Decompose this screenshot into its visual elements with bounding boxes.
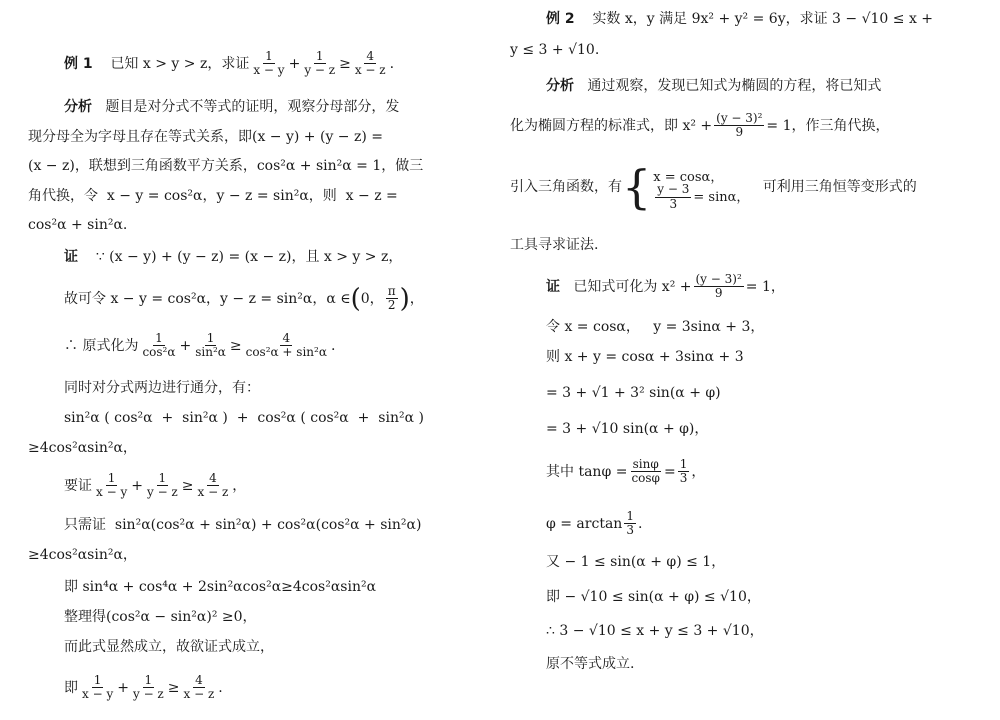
analysis-line-1 xyxy=(64,100,399,114)
proof-label: 证 xyxy=(64,249,78,265)
proof2-line-9: 即 − √10 ≤ sin(α + φ) ≤ √10， xyxy=(546,589,761,605)
analysis-line-5: cos²α + sin²α. xyxy=(28,217,128,233)
fraction: $\frac{1}{x - y}$ xyxy=(82,673,114,702)
example-2-label: 例 2 xyxy=(546,11,575,27)
ex1-prove-text: ，求证 xyxy=(207,55,250,72)
proof2-line-3: 则 x + y = cosα + 3sinα + 3 xyxy=(546,349,744,365)
proof2-line-4: = 3 + √1 + 3² sin(α + φ) xyxy=(546,385,721,401)
analysis-line-4: 角代换，令 x − y = cos²α，y − z = sin²α，则 x − z = xyxy=(28,188,398,204)
fraction: $\frac{\sin\varphi}{\cos\varphi}$ xyxy=(631,457,660,486)
proof-line-12: 而此式显然成立，故欲证式成立， xyxy=(64,639,274,655)
proof-line-11: 整理得(cos²α − sin²α)² ≥0， xyxy=(64,609,257,625)
ex1-condition: x > y > z xyxy=(142,55,208,72)
ex1-text: 已知 xyxy=(110,55,139,72)
fraction: $\frac{1}{y - z}$ xyxy=(304,49,336,78)
fraction: $\frac{1}{3}$ xyxy=(679,457,688,486)
fraction: $\frac{1}{x - y}$ xyxy=(253,49,285,78)
proof-line-10: 即 sin⁴α + cos⁴α + 2sin²αcos²α≥4cos²αsin²α xyxy=(64,579,377,595)
fraction: $\frac{\text{(y − 3)²}}{9}$ xyxy=(716,111,763,140)
proof-line-3: ∴ 原式化为 $\frac{1}{\text{cos²α}}$ + $\frac{1}{\text{sin²α}}$ ≥ $\frac{4}{\text{cos²α + sin²α}}$ . xyxy=(64,331,336,360)
proof-line-2: 故可令 x − y = cos²α，y − z = sin²α，α ∈ ( 0， $\frac{\pi}{2}$ ) ， xyxy=(64,283,424,314)
proof-label: 证 xyxy=(546,278,560,295)
proof-line-9: ≥4cos²αsin²α， xyxy=(28,547,137,563)
proof-line-4: 同时对分式两边进行通分，有： xyxy=(64,380,260,396)
proof2-line-1: 证 已知式可化为 x² + $\frac{\text{(y − 3)²}}{9}$ = 1， xyxy=(546,272,785,301)
fraction: $\frac{4}{x - z}$ xyxy=(354,49,386,78)
proof2-line-11: 原不等式成立. xyxy=(546,656,635,672)
example-2-line-2: y ≤ 3 + √10. xyxy=(510,42,600,58)
proof2-line-10: ∴ 3 − √10 ≤ x + y ≤ 3 + √10， xyxy=(546,623,764,639)
example-2-line-1: 例 2 实数 x，y 满足 9x² + y² = 6y，求证 3 − √10 ≤ x + xyxy=(546,11,934,27)
analysis-text: 题目是对分式不等式的证明，观察分母部分，发 xyxy=(105,99,400,115)
analysis-line-3: (x − z)，联想到三角函数平方关系，cos²α + sin²α = 1，做三 xyxy=(28,158,424,174)
fraction: $\frac{\text{(y − 3)²}}{9}$ xyxy=(695,272,742,301)
proof-line-5: sin²α ( cos²α + sin²α ) + cos²α ( cos²α + sin²α ) xyxy=(64,410,424,426)
proof2-line-2: 令 x = cosα， y = 3sinα + 3， xyxy=(546,319,765,335)
analysis-line-2: 现分母全为字母且存在等式关系，即(x − y) + (y − z) = xyxy=(28,129,384,145)
fraction: $\frac{1}{x - y}$ xyxy=(96,471,128,500)
analysis2-line-4: 工具寻求证法. xyxy=(510,237,599,253)
proof-line-13: 即 $\frac{1}{x - y}$ + $\frac{1}{y - z}$ ≥ $\frac{4}{x - z}$ . xyxy=(64,673,223,702)
analysis2-line-1: 分析 通过观察，发现已知式为椭圆的方程，将已知式 xyxy=(546,78,882,94)
analysis-label: 分析 xyxy=(546,78,574,94)
fraction: $\frac{1}{3}$ xyxy=(626,509,634,538)
left-brace: { xyxy=(622,160,652,214)
example-1-statement: 例 1 已知 x > y > z ，求证 $\frac{1}{x - y}$ + $\frac{1}{y - z}$ ≥ $\frac{4}{x - z}$ . xyxy=(64,49,395,78)
fraction: $\frac{1}{y - z}$ xyxy=(132,673,164,702)
proof2-line-7: φ = arctan $\frac{1}{3}$ . xyxy=(546,509,643,538)
analysis2-line-2: 化为椭圆方程的标准式，即 x² + $\frac{\text{(y − 3)²}}{9}$ = 1，作三角代换， xyxy=(510,111,890,140)
proof2-line-8: 又 − 1 ≤ sin(α + φ) ≤ 1， xyxy=(546,554,726,570)
fraction: $\frac{1}{y - z}$ xyxy=(146,471,178,500)
proof-line-6: ≥4cos²αsin²α， xyxy=(28,440,137,456)
equation-system: x = cosα， $\frac{y - 3}{3}$ = sinα， xyxy=(653,169,750,211)
fraction: $\frac{\pi}{2}$ xyxy=(387,284,396,313)
analysis-label: 分析 xyxy=(64,99,92,115)
proof2-line-5: = 3 + √10 sin(α + φ)， xyxy=(546,421,709,437)
fraction: $\frac{4}{x - z}$ xyxy=(183,673,215,702)
example-1-label: 例 1 xyxy=(64,55,93,72)
fraction: $\frac{4}{x - z}$ xyxy=(197,471,229,500)
fraction: $\frac{4}{\text{cos²α + sin²α}}$ xyxy=(245,331,327,360)
analysis2-line-3: 引入三角函数，有 { x = cosα， $\frac{y - 3}{3}$ = sinα， 可利用三角恒等变形式的 xyxy=(510,160,917,214)
proof-line-8: 只需证 sin²α(cos²α + sin²α) + cos²α(cos²α + sin²α) xyxy=(64,517,422,533)
proof-line-1: 证 ∵ (x − y) + (y − z) = (x − z)，且 x > y > z， xyxy=(64,249,403,265)
fraction: $\frac{1}{\text{sin²α}}$ xyxy=(195,331,226,360)
fraction: $\frac{1}{\text{cos²α}}$ xyxy=(142,331,176,360)
proof-line-7: 要证 $\frac{1}{x - y}$ + $\frac{1}{y - z}$ ≥ $\frac{4}{x - z}$ ， xyxy=(64,471,247,500)
fraction: $\frac{y - 3}{3}$ xyxy=(657,182,690,211)
proof2-line-6: 其中 tanφ = $\frac{\sin\varphi}{\cos\varphi}$ = $\frac{1}{3}$ ， xyxy=(546,457,706,486)
